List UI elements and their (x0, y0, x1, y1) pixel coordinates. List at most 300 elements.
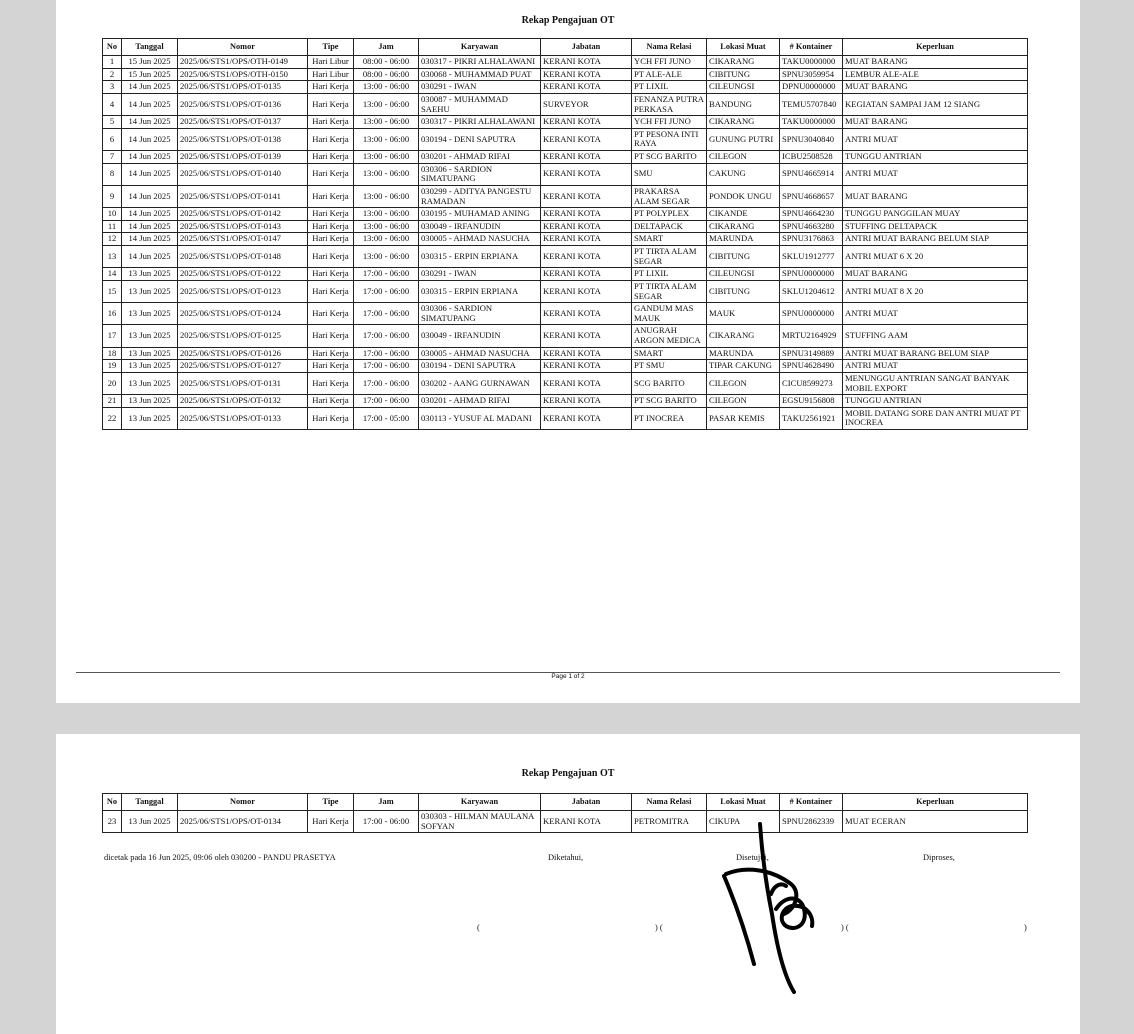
col-nomor-cell: 2025/06/STS1/OPS/OT-0127 (178, 360, 308, 373)
col-nomor-cell: 2025/06/STS1/OPS/OT-0138 (178, 128, 308, 150)
col-nama-relasi-cell: SMU (632, 163, 707, 185)
col-tanggal-cell: 14 Jun 2025 (122, 128, 178, 150)
col-karyawan-cell: 030315 - ERPIN ERPIANA (419, 280, 541, 302)
col-tipe-cell: Hari Kerja (308, 347, 354, 360)
col-nama-relasi-cell: FENANZA PUTRA PERKASA (632, 93, 707, 115)
col-lokasi-muat-cell: CILEUNGSI (707, 81, 780, 94)
col-jabatan-cell: KERANI KOTA (541, 811, 632, 833)
col-kontainer-cell: SPNU4663280 (780, 220, 843, 233)
col-nomor-cell: 2025/06/STS1/OPS/OT-0148 (178, 246, 308, 268)
col-tipe-cell: Hari Kerja (308, 303, 354, 325)
col-lokasi-muat-cell: CIBITUNG (707, 280, 780, 302)
col-keperluan-cell: STUFFING DELTAPACK (843, 220, 1028, 233)
table-row (103, 116, 1028, 129)
col-tipe-cell: Hari Libur (308, 56, 354, 69)
col-kontainer-cell: SKLU1204612 (780, 280, 843, 302)
col-nomor-cell: 2025/06/STS1/OPS/OT-0126 (178, 347, 308, 360)
col-tanggal-cell: 14 Jun 2025 (122, 208, 178, 221)
col-lokasi-muat-cell: CIKARANG (707, 325, 780, 347)
col-jam-cell: 17:00 - 06:00 (354, 280, 419, 302)
table-body (103, 811, 1028, 833)
col-keperluan-cell: ANTRI MUAT BARANG BELUM SIAP (843, 233, 1028, 246)
header-col-kontainer: # Kontainer (780, 794, 843, 811)
col-keperluan-cell: ANTRI MUAT 6 X 20 (843, 246, 1028, 268)
col-no-cell: 19 (103, 360, 122, 373)
col-nomor-cell: 2025/06/STS1/OPS/OT-0137 (178, 116, 308, 129)
col-karyawan-cell: 030049 - IRFANUDIN (419, 325, 541, 347)
table-row (103, 68, 1028, 81)
col-tipe-cell: Hari Kerja (308, 81, 354, 94)
col-tanggal-cell: 14 Jun 2025 (122, 151, 178, 164)
report-page-2 (56, 734, 1080, 1034)
col-jam-cell: 13:00 - 06:00 (354, 163, 419, 185)
col-tipe-cell: Hari Kerja (308, 233, 354, 246)
col-keperluan-cell: LEMBUR ALE-ALE (843, 68, 1028, 81)
ot-table (102, 793, 1028, 833)
col-lokasi-muat-cell: MAUK (707, 303, 780, 325)
col-jabatan-cell: KERANI KOTA (541, 116, 632, 129)
col-tipe-cell: Hari Kerja (308, 395, 354, 408)
col-jabatan-cell: KERANI KOTA (541, 407, 632, 429)
table-row (103, 81, 1028, 94)
col-nama-relasi-cell: PT INOCREA (632, 407, 707, 429)
col-tipe-cell: Hari Kerja (308, 246, 354, 268)
table-row (103, 372, 1028, 394)
col-tipe-cell: Hari Kerja (308, 268, 354, 281)
col-jabatan-cell: KERANI KOTA (541, 128, 632, 150)
table-row (103, 151, 1028, 164)
col-jabatan-cell: KERANI KOTA (541, 360, 632, 373)
col-tipe-cell: Hari Kerja (308, 128, 354, 150)
table-row (103, 395, 1028, 408)
header-col-jam: Jam (354, 794, 419, 811)
col-no-cell: 15 (103, 280, 122, 302)
col-lokasi-muat-cell: CILEGON (707, 395, 780, 408)
col-kontainer-cell: TAKU0000000 (780, 116, 843, 129)
col-keperluan-cell: TUNGGU PANGGILAN MUAY (843, 208, 1028, 221)
col-no-cell: 2 (103, 68, 122, 81)
table-row (103, 360, 1028, 373)
col-jam-cell: 13:00 - 06:00 (354, 220, 419, 233)
col-karyawan-cell: 030291 - IWAN (419, 81, 541, 94)
report-title: Rekap Pengajuan OT (521, 15, 615, 26)
col-nama-relasi-cell: PT SMU (632, 360, 707, 373)
col-jabatan-cell: KERANI KOTA (541, 185, 632, 207)
col-tipe-cell: Hari Kerja (308, 220, 354, 233)
header-col-karyawan: Karyawan (419, 39, 541, 56)
col-karyawan-cell: 030049 - IRFANUDIN (419, 220, 541, 233)
col-keperluan-cell: MUAT BARANG (843, 81, 1028, 94)
header-col-tipe: Tipe (308, 794, 354, 811)
table-row (103, 233, 1028, 246)
col-nama-relasi-cell: SMART (632, 347, 707, 360)
col-kontainer-cell: TEMU5707840 (780, 93, 843, 115)
table-row (103, 185, 1028, 207)
col-kontainer-cell: TAKU0000000 (780, 56, 843, 69)
col-keperluan-cell: TUNGGU ANTRIAN (843, 151, 1028, 164)
col-tanggal-cell: 15 Jun 2025 (122, 68, 178, 81)
col-tipe-cell: Hari Kerja (308, 93, 354, 115)
col-nomor-cell: 2025/06/STS1/OPS/OT-0122 (178, 268, 308, 281)
col-lokasi-muat-cell: CILEGON (707, 151, 780, 164)
col-tanggal-cell: 14 Jun 2025 (122, 220, 178, 233)
table-row (103, 246, 1028, 268)
col-keperluan-cell: ANTRI MUAT (843, 163, 1028, 185)
col-kontainer-cell: SPNU4664230 (780, 208, 843, 221)
header-col-nama-relasi: Nama Relasi (632, 794, 707, 811)
col-kontainer-cell: TAKU2561921 (780, 407, 843, 429)
col-tipe-cell: Hari Kerja (308, 407, 354, 429)
col-lokasi-muat-cell: CILEGON (707, 372, 780, 394)
header-col-nomor: Nomor (178, 39, 308, 56)
header-col-lokasi-muat: Lokasi Muat (707, 39, 780, 56)
col-karyawan-cell: 030291 - IWAN (419, 268, 541, 281)
col-keperluan-cell: MUAT ECERAN (843, 811, 1028, 833)
col-tanggal-cell: 13 Jun 2025 (122, 303, 178, 325)
col-karyawan-cell: 030202 - AANG GURNAWAN (419, 372, 541, 394)
col-keperluan-cell: MUAT BARANG (843, 185, 1028, 207)
col-lokasi-muat-cell: CIBITUNG (707, 246, 780, 268)
table-row (103, 811, 1028, 833)
col-karyawan-cell: 030317 - PIKRI ALHALAWANI (419, 116, 541, 129)
col-lokasi-muat-cell: MARUNDA (707, 347, 780, 360)
col-tanggal-cell: 13 Jun 2025 (122, 395, 178, 408)
col-jam-cell: 17:00 - 06:00 (354, 360, 419, 373)
col-kontainer-cell: SPNU2862339 (780, 811, 843, 833)
col-keperluan-cell: MUAT BARANG (843, 268, 1028, 281)
col-tanggal-cell: 14 Jun 2025 (122, 233, 178, 246)
table-row (103, 407, 1028, 429)
col-nomor-cell: 2025/06/STS1/OPS/OT-0133 (178, 407, 308, 429)
col-no-cell: 12 (103, 233, 122, 246)
col-kontainer-cell: SPNU4665914 (780, 163, 843, 185)
col-tipe-cell: Hari Libur (308, 68, 354, 81)
col-tanggal-cell: 14 Jun 2025 (122, 246, 178, 268)
table-row (103, 325, 1028, 347)
col-kontainer-cell: SPNU0000000 (780, 303, 843, 325)
col-lokasi-muat-cell: MARUNDA (707, 233, 780, 246)
col-kontainer-cell: MRTU2164929 (780, 325, 843, 347)
col-nama-relasi-cell: YCH FFI JUNO (632, 56, 707, 69)
col-nomor-cell: 2025/06/STS1/OPS/OT-0143 (178, 220, 308, 233)
col-tanggal-cell: 13 Jun 2025 (122, 407, 178, 429)
col-lokasi-muat-cell: BANDUNG (707, 93, 780, 115)
col-jabatan-cell: KERANI KOTA (541, 208, 632, 221)
col-jabatan-cell: KERANI KOTA (541, 395, 632, 408)
col-keperluan-cell: ANTRI MUAT (843, 303, 1028, 325)
col-jabatan-cell: SURVEYOR (541, 93, 632, 115)
col-jabatan-cell: KERANI KOTA (541, 325, 632, 347)
col-no-cell: 5 (103, 116, 122, 129)
table-row (103, 128, 1028, 150)
col-keperluan-cell: ANTRI MUAT (843, 360, 1028, 373)
col-karyawan-cell: 030317 - PIKRI ALHALAWANI (419, 56, 541, 69)
col-jam-cell: 17:00 - 06:00 (354, 325, 419, 347)
col-nama-relasi-cell: YCH FFI JUNO (632, 116, 707, 129)
col-nomor-cell: 2025/06/STS1/OPS/OT-0132 (178, 395, 308, 408)
col-jam-cell: 17:00 - 05:00 (354, 407, 419, 429)
col-no-cell: 21 (103, 395, 122, 408)
table-row (103, 93, 1028, 115)
col-no-cell: 1 (103, 56, 122, 69)
col-nama-relasi-cell: DELTAPACK (632, 220, 707, 233)
col-jam-cell: 13:00 - 06:00 (354, 246, 419, 268)
col-kontainer-cell: SPNU3149889 (780, 347, 843, 360)
col-jabatan-cell: KERANI KOTA (541, 303, 632, 325)
col-nama-relasi-cell: PT ALE-ALE (632, 68, 707, 81)
col-lokasi-muat-cell: GUNUNG PUTRI (707, 128, 780, 150)
col-jam-cell: 08:00 - 06:00 (354, 56, 419, 69)
col-keperluan-cell: STUFFING AAM (843, 325, 1028, 347)
col-tipe-cell: Hari Kerja (308, 163, 354, 185)
header-col-jabatan: Jabatan (541, 794, 632, 811)
col-jabatan-cell: KERANI KOTA (541, 220, 632, 233)
col-no-cell: 10 (103, 208, 122, 221)
col-kontainer-cell: SPNU3059954 (780, 68, 843, 81)
col-nama-relasi-cell: PT PESONA INTI RAYA (632, 128, 707, 150)
col-no-cell: 23 (103, 811, 122, 833)
header-col-keperluan: Keperluan (843, 794, 1028, 811)
header-col-lokasi-muat: Lokasi Muat (707, 794, 780, 811)
col-tanggal-cell: 13 Jun 2025 (122, 360, 178, 373)
col-karyawan-cell: 030299 - ADITYA PANGESTU RAMADAN (419, 185, 541, 207)
signature-paren: ( (477, 923, 480, 932)
header-col-nama-relasi: Nama Relasi (632, 39, 707, 56)
col-no-cell: 14 (103, 268, 122, 281)
col-nama-relasi-cell: GANDUM MAS MAUK (632, 303, 707, 325)
col-tanggal-cell: 14 Jun 2025 (122, 185, 178, 207)
col-jam-cell: 17:00 - 06:00 (354, 372, 419, 394)
col-jabatan-cell: KERANI KOTA (541, 372, 632, 394)
table-row (103, 303, 1028, 325)
col-jam-cell: 17:00 - 06:00 (354, 395, 419, 408)
header-col-kontainer: # Kontainer (780, 39, 843, 56)
col-jabatan-cell: KERANI KOTA (541, 246, 632, 268)
col-kontainer-cell: SPNU0000000 (780, 268, 843, 281)
col-nomor-cell: 2025/06/STS1/OPS/OT-0135 (178, 81, 308, 94)
col-nomor-cell: 2025/06/STS1/OPS/OT-0136 (178, 93, 308, 115)
col-karyawan-cell: 030195 - MUHAMAD ANING (419, 208, 541, 221)
col-nama-relasi-cell: ANUGRAH ARGON MEDICA (632, 325, 707, 347)
table-row (103, 220, 1028, 233)
col-no-cell: 8 (103, 163, 122, 185)
col-keperluan-cell: KEGIATAN SAMPAI JAM 12 SIANG (843, 93, 1028, 115)
ot-table (102, 38, 1028, 430)
table-row (103, 347, 1028, 360)
col-nomor-cell: 2025/06/STS1/OPS/OT-0140 (178, 163, 308, 185)
col-kontainer-cell: CICU8599273 (780, 372, 843, 394)
header-col-karyawan: Karyawan (419, 794, 541, 811)
col-tanggal-cell: 13 Jun 2025 (122, 280, 178, 302)
col-nama-relasi-cell: SCG BARITO (632, 372, 707, 394)
col-no-cell: 3 (103, 81, 122, 94)
report-title: Rekap Pengajuan OT (521, 768, 615, 779)
table-row (103, 56, 1028, 69)
col-lokasi-muat-cell: CIBITUNG (707, 68, 780, 81)
signature-paren: ) ( (841, 923, 849, 932)
signature-label-processed: Diproses, (923, 853, 955, 862)
header-col-nomor: Nomor (178, 794, 308, 811)
col-keperluan-cell: ANTRI MUAT (843, 128, 1028, 150)
col-nama-relasi-cell: PT TIRTA ALAM SEGAR (632, 280, 707, 302)
col-karyawan-cell: 030201 - AHMAD RIFAI (419, 151, 541, 164)
col-karyawan-cell: 030306 - SARDION SIMATUPANG (419, 163, 541, 185)
col-nama-relasi-cell: PT TIRTA ALAM SEGAR (632, 246, 707, 268)
col-nama-relasi-cell: PT SCG BARITO (632, 395, 707, 408)
col-nama-relasi-cell: PRAKARSA ALAM SEGAR (632, 185, 707, 207)
col-tanggal-cell: 13 Jun 2025 (122, 325, 178, 347)
col-jam-cell: 17:00 - 06:00 (354, 347, 419, 360)
col-lokasi-muat-cell: CAKUNG (707, 163, 780, 185)
col-tanggal-cell: 13 Jun 2025 (122, 347, 178, 360)
col-nomor-cell: 2025/06/STS1/OPS/OT-0134 (178, 811, 308, 833)
col-tanggal-cell: 15 Jun 2025 (122, 56, 178, 69)
col-kontainer-cell: EGSU9156808 (780, 395, 843, 408)
col-kontainer-cell: SKLU1912777 (780, 246, 843, 268)
col-keperluan-cell: ANTRI MUAT 8 X 20 (843, 280, 1028, 302)
col-jabatan-cell: KERANI KOTA (541, 233, 632, 246)
col-tanggal-cell: 14 Jun 2025 (122, 163, 178, 185)
col-jam-cell: 13:00 - 06:00 (354, 93, 419, 115)
col-nomor-cell: 2025/06/STS1/OPS/OT-0139 (178, 151, 308, 164)
col-lokasi-muat-cell: CIKARANG (707, 56, 780, 69)
col-no-cell: 4 (103, 93, 122, 115)
col-nomor-cell: 2025/06/STS1/OPS/OTH-0149 (178, 56, 308, 69)
col-karyawan-cell: 030113 - YUSUF AL MADANI (419, 407, 541, 429)
col-karyawan-cell: 030194 - DENI SAPUTRA (419, 360, 541, 373)
header-col-tipe: Tipe (308, 39, 354, 56)
table-row (103, 268, 1028, 281)
signature-label-approved: Disetujui, (736, 853, 769, 862)
col-jam-cell: 13:00 - 06:00 (354, 116, 419, 129)
col-nomor-cell: 2025/06/STS1/OPS/OT-0131 (178, 372, 308, 394)
col-tipe-cell: Hari Kerja (308, 280, 354, 302)
col-nomor-cell: 2025/06/STS1/OPS/OT-0147 (178, 233, 308, 246)
col-lokasi-muat-cell: CILEUNGSI (707, 268, 780, 281)
col-nomor-cell: 2025/06/STS1/OPS/OT-0125 (178, 325, 308, 347)
col-lokasi-muat-cell: CIKARANG (707, 220, 780, 233)
signature-label-known: Diketahui, (548, 853, 584, 862)
col-jam-cell: 08:00 - 06:00 (354, 68, 419, 81)
col-lokasi-muat-cell: PASAR KEMIS (707, 407, 780, 429)
col-jabatan-cell: KERANI KOTA (541, 163, 632, 185)
col-kontainer-cell: SPNU3040840 (780, 128, 843, 150)
col-kontainer-cell: DPNU0000000 (780, 81, 843, 94)
col-tipe-cell: Hari Kerja (308, 208, 354, 221)
col-nomor-cell: 2025/06/STS1/OPS/OT-0141 (178, 185, 308, 207)
header-col-no: No (103, 39, 122, 56)
header-col-tanggal: Tanggal (122, 794, 178, 811)
col-lokasi-muat-cell: CIKUPA (707, 811, 780, 833)
header-col-no: No (103, 794, 122, 811)
header-col-tanggal: Tanggal (122, 39, 178, 56)
col-tipe-cell: Hari Kerja (308, 185, 354, 207)
table-header-row (103, 39, 1028, 56)
col-karyawan-cell: 030303 - HILMAN MAULANA SOFYAN (419, 811, 541, 833)
col-nomor-cell: 2025/06/STS1/OPS/OT-0123 (178, 280, 308, 302)
col-tanggal-cell: 13 Jun 2025 (122, 811, 178, 833)
col-jam-cell: 13:00 - 06:00 (354, 81, 419, 94)
table-header-row (103, 794, 1028, 811)
col-nama-relasi-cell: PT POLYPLEX (632, 208, 707, 221)
signature-paren: ) (1024, 923, 1027, 932)
col-no-cell: 13 (103, 246, 122, 268)
col-lokasi-muat-cell: CIKARANG (707, 116, 780, 129)
table-body (103, 56, 1028, 430)
col-tipe-cell: Hari Kerja (308, 372, 354, 394)
col-no-cell: 9 (103, 185, 122, 207)
col-karyawan-cell: 030201 - AHMAD RIFAI (419, 395, 541, 408)
page-number: Page 1 of 2 (551, 673, 585, 680)
col-tipe-cell: Hari Kerja (308, 116, 354, 129)
col-nama-relasi-cell: PETROMITRA (632, 811, 707, 833)
col-karyawan-cell: 030315 - ERPIN ERPIANA (419, 246, 541, 268)
col-keperluan-cell: MUAT BARANG (843, 116, 1028, 129)
col-jabatan-cell: KERANI KOTA (541, 151, 632, 164)
col-jabatan-cell: KERANI KOTA (541, 68, 632, 81)
signature-paren: ) ( (655, 923, 663, 932)
col-jabatan-cell: KERANI KOTA (541, 347, 632, 360)
col-kontainer-cell: SPNU4628490 (780, 360, 843, 373)
col-nomor-cell: 2025/06/STS1/OPS/OT-0142 (178, 208, 308, 221)
printed-by-note: dicetak pada 16 Jun 2025, 09:06 oleh 030200 - PANDU PRASETYA (104, 853, 336, 862)
col-karyawan-cell: 030087 - MUHAMMAD SAEHU (419, 93, 541, 115)
col-keperluan-cell: MOBIL DATANG SORE DAN ANTRI MUAT PT INOCREA (843, 407, 1028, 429)
col-karyawan-cell: 030306 - SARDION SIMATUPANG (419, 303, 541, 325)
col-no-cell: 17 (103, 325, 122, 347)
col-karyawan-cell: 030068 - MUHAMMAD PUAT (419, 68, 541, 81)
col-tipe-cell: Hari Kerja (308, 360, 354, 373)
header-col-jabatan: Jabatan (541, 39, 632, 56)
col-jam-cell: 13:00 - 06:00 (354, 185, 419, 207)
col-no-cell: 11 (103, 220, 122, 233)
col-tanggal-cell: 13 Jun 2025 (122, 372, 178, 394)
table-row (103, 280, 1028, 302)
header-col-keperluan: Keperluan (843, 39, 1028, 56)
col-lokasi-muat-cell: TIPAR CAKUNG (707, 360, 780, 373)
col-jam-cell: 17:00 - 06:00 (354, 268, 419, 281)
col-jabatan-cell: KERANI KOTA (541, 81, 632, 94)
col-jam-cell: 13:00 - 06:00 (354, 208, 419, 221)
col-jam-cell: 13:00 - 06:00 (354, 151, 419, 164)
handwritten-signature-icon (716, 814, 826, 994)
col-keperluan-cell: ANTRI MUAT BARANG BELUM SIAP (843, 347, 1028, 360)
col-kontainer-cell: SPNU4668657 (780, 185, 843, 207)
col-no-cell: 7 (103, 151, 122, 164)
col-nama-relasi-cell: PT LIXIL (632, 268, 707, 281)
col-lokasi-muat-cell: CIKANDE (707, 208, 780, 221)
col-jabatan-cell: KERANI KOTA (541, 280, 632, 302)
report-page-1 (56, 0, 1080, 703)
col-tipe-cell: Hari Kerja (308, 811, 354, 833)
col-no-cell: 22 (103, 407, 122, 429)
table-row (103, 163, 1028, 185)
col-jam-cell: 13:00 - 06:00 (354, 128, 419, 150)
col-nomor-cell: 2025/06/STS1/OPS/OTH-0150 (178, 68, 308, 81)
header-col-jam: Jam (354, 39, 419, 56)
col-jam-cell: 17:00 - 06:00 (354, 811, 419, 833)
col-keperluan-cell: MUAT BARANG (843, 56, 1028, 69)
col-no-cell: 20 (103, 372, 122, 394)
col-kontainer-cell: SPNU3176863 (780, 233, 843, 246)
col-jam-cell: 13:00 - 06:00 (354, 233, 419, 246)
col-tanggal-cell: 14 Jun 2025 (122, 93, 178, 115)
col-jam-cell: 17:00 - 06:00 (354, 303, 419, 325)
col-jabatan-cell: KERANI KOTA (541, 56, 632, 69)
col-tanggal-cell: 14 Jun 2025 (122, 81, 178, 94)
col-nomor-cell: 2025/06/STS1/OPS/OT-0124 (178, 303, 308, 325)
col-tanggal-cell: 14 Jun 2025 (122, 116, 178, 129)
